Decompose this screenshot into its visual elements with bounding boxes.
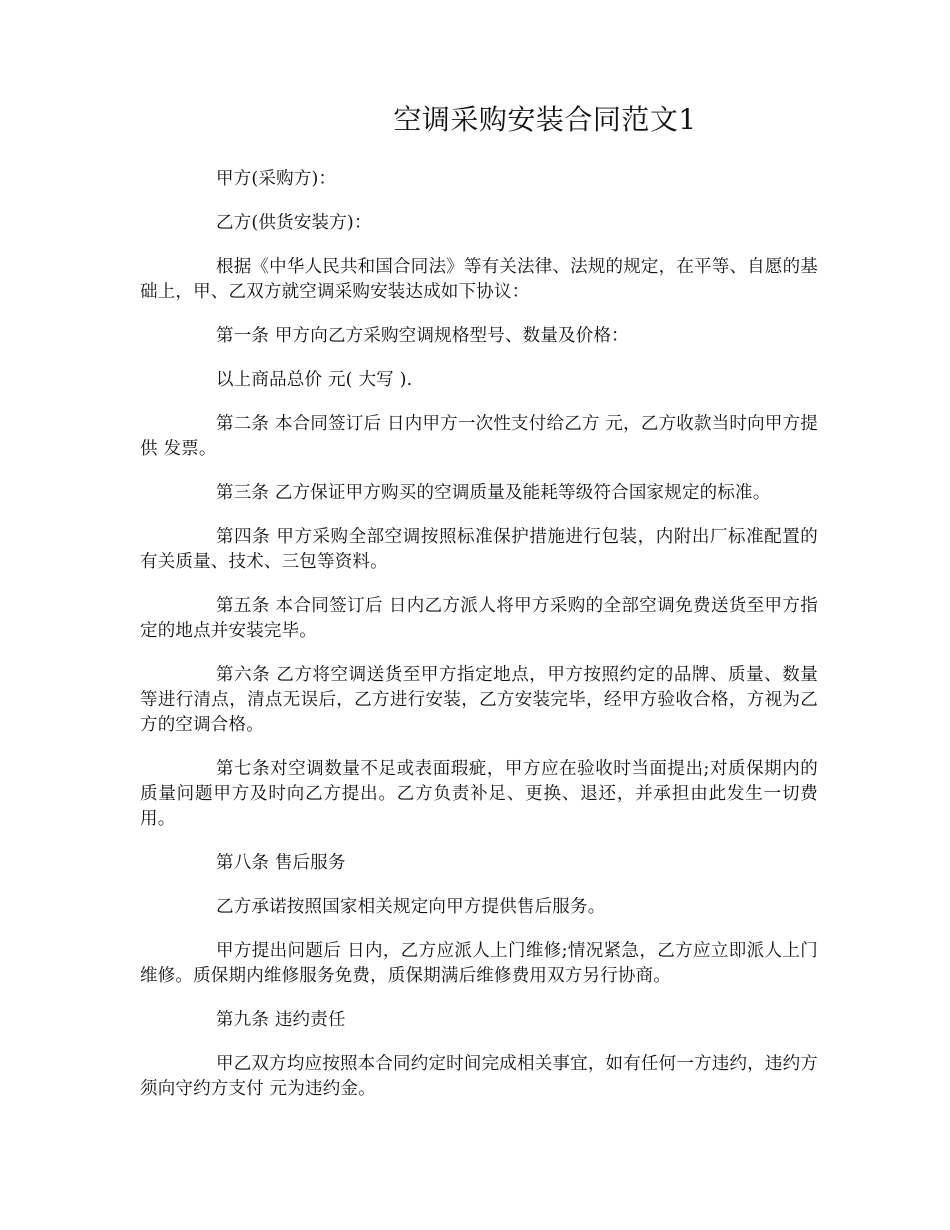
document-title: 空调采购安装合同范文1 xyxy=(393,103,697,136)
article-5: 第五条 本合同签订后 日内乙方派人将甲方采购的全部空调免费送货至甲方指定的地点并安装完毕。 xyxy=(140,596,818,641)
article-1: 第一条 甲方向乙方采购空调规格型号、数量及价格： xyxy=(216,326,629,346)
article-2: 第二条 本合同签订后 日内甲方一次性支付给乙方 元，乙方收款当时向甲方提供 发票。 xyxy=(140,414,818,459)
article-9-heading: 第九条 违约责任 xyxy=(216,1010,346,1030)
total-price-line: 以上商品总价 元( 大写 ). xyxy=(216,370,413,390)
preamble-paragraph: 根据《中华人民共和国合同法》等有关法律、法规的规定，在平等、自愿的基础上，甲、乙双方就空调采购安装达成如下协议： xyxy=(140,257,818,302)
after-sales-commitment: 乙方承诺按照国家相关规定向甲方提供售后服务。 xyxy=(216,897,606,917)
party-b-line: 乙方(供货安装方)： xyxy=(216,213,372,233)
article-3: 第三条 乙方保证甲方购买的空调质量及能耗等级符合国家规定的标准。 xyxy=(216,483,771,503)
article-4: 第四条 甲方采购全部空调按照标准保护措施进行包装，内附出厂标准配置的有关质量、技术、三包等资料。 xyxy=(140,527,818,572)
document-body xyxy=(140,167,818,1121)
repair-terms: 甲方提出问题后 日内，乙方应派人上门维修;情况紧急，乙方应立即派人上门维修。质保期内维修服务免费，质保期满后维修费用双方另行协商。 xyxy=(140,941,818,986)
article-7: 第七条对空调数量不足或表面瑕疵，甲方应在验收时当面提出;对质保期内的质量问题甲方及时向乙方提出。乙方负责补足、更换、退还，并承担由此发生一切费用。 xyxy=(140,759,818,829)
party-a-line: 甲方(采购方)： xyxy=(216,169,337,189)
article-8-heading: 第八条 售后服务 xyxy=(216,853,346,873)
breach-terms: 甲乙双方均应按照本合同约定时间完成相关事宜，如有任何一方违约，违约方须向守约方支付 元为违约金。 xyxy=(140,1054,818,1099)
article-6: 第六条 乙方将空调送货至甲方指定地点，甲方按照约定的品牌、质量、数量等进行清点，清点无误后，乙方进行安装，乙方安装完毕，经甲方验收合格，方视为乙方的空调合格。 xyxy=(140,665,818,735)
